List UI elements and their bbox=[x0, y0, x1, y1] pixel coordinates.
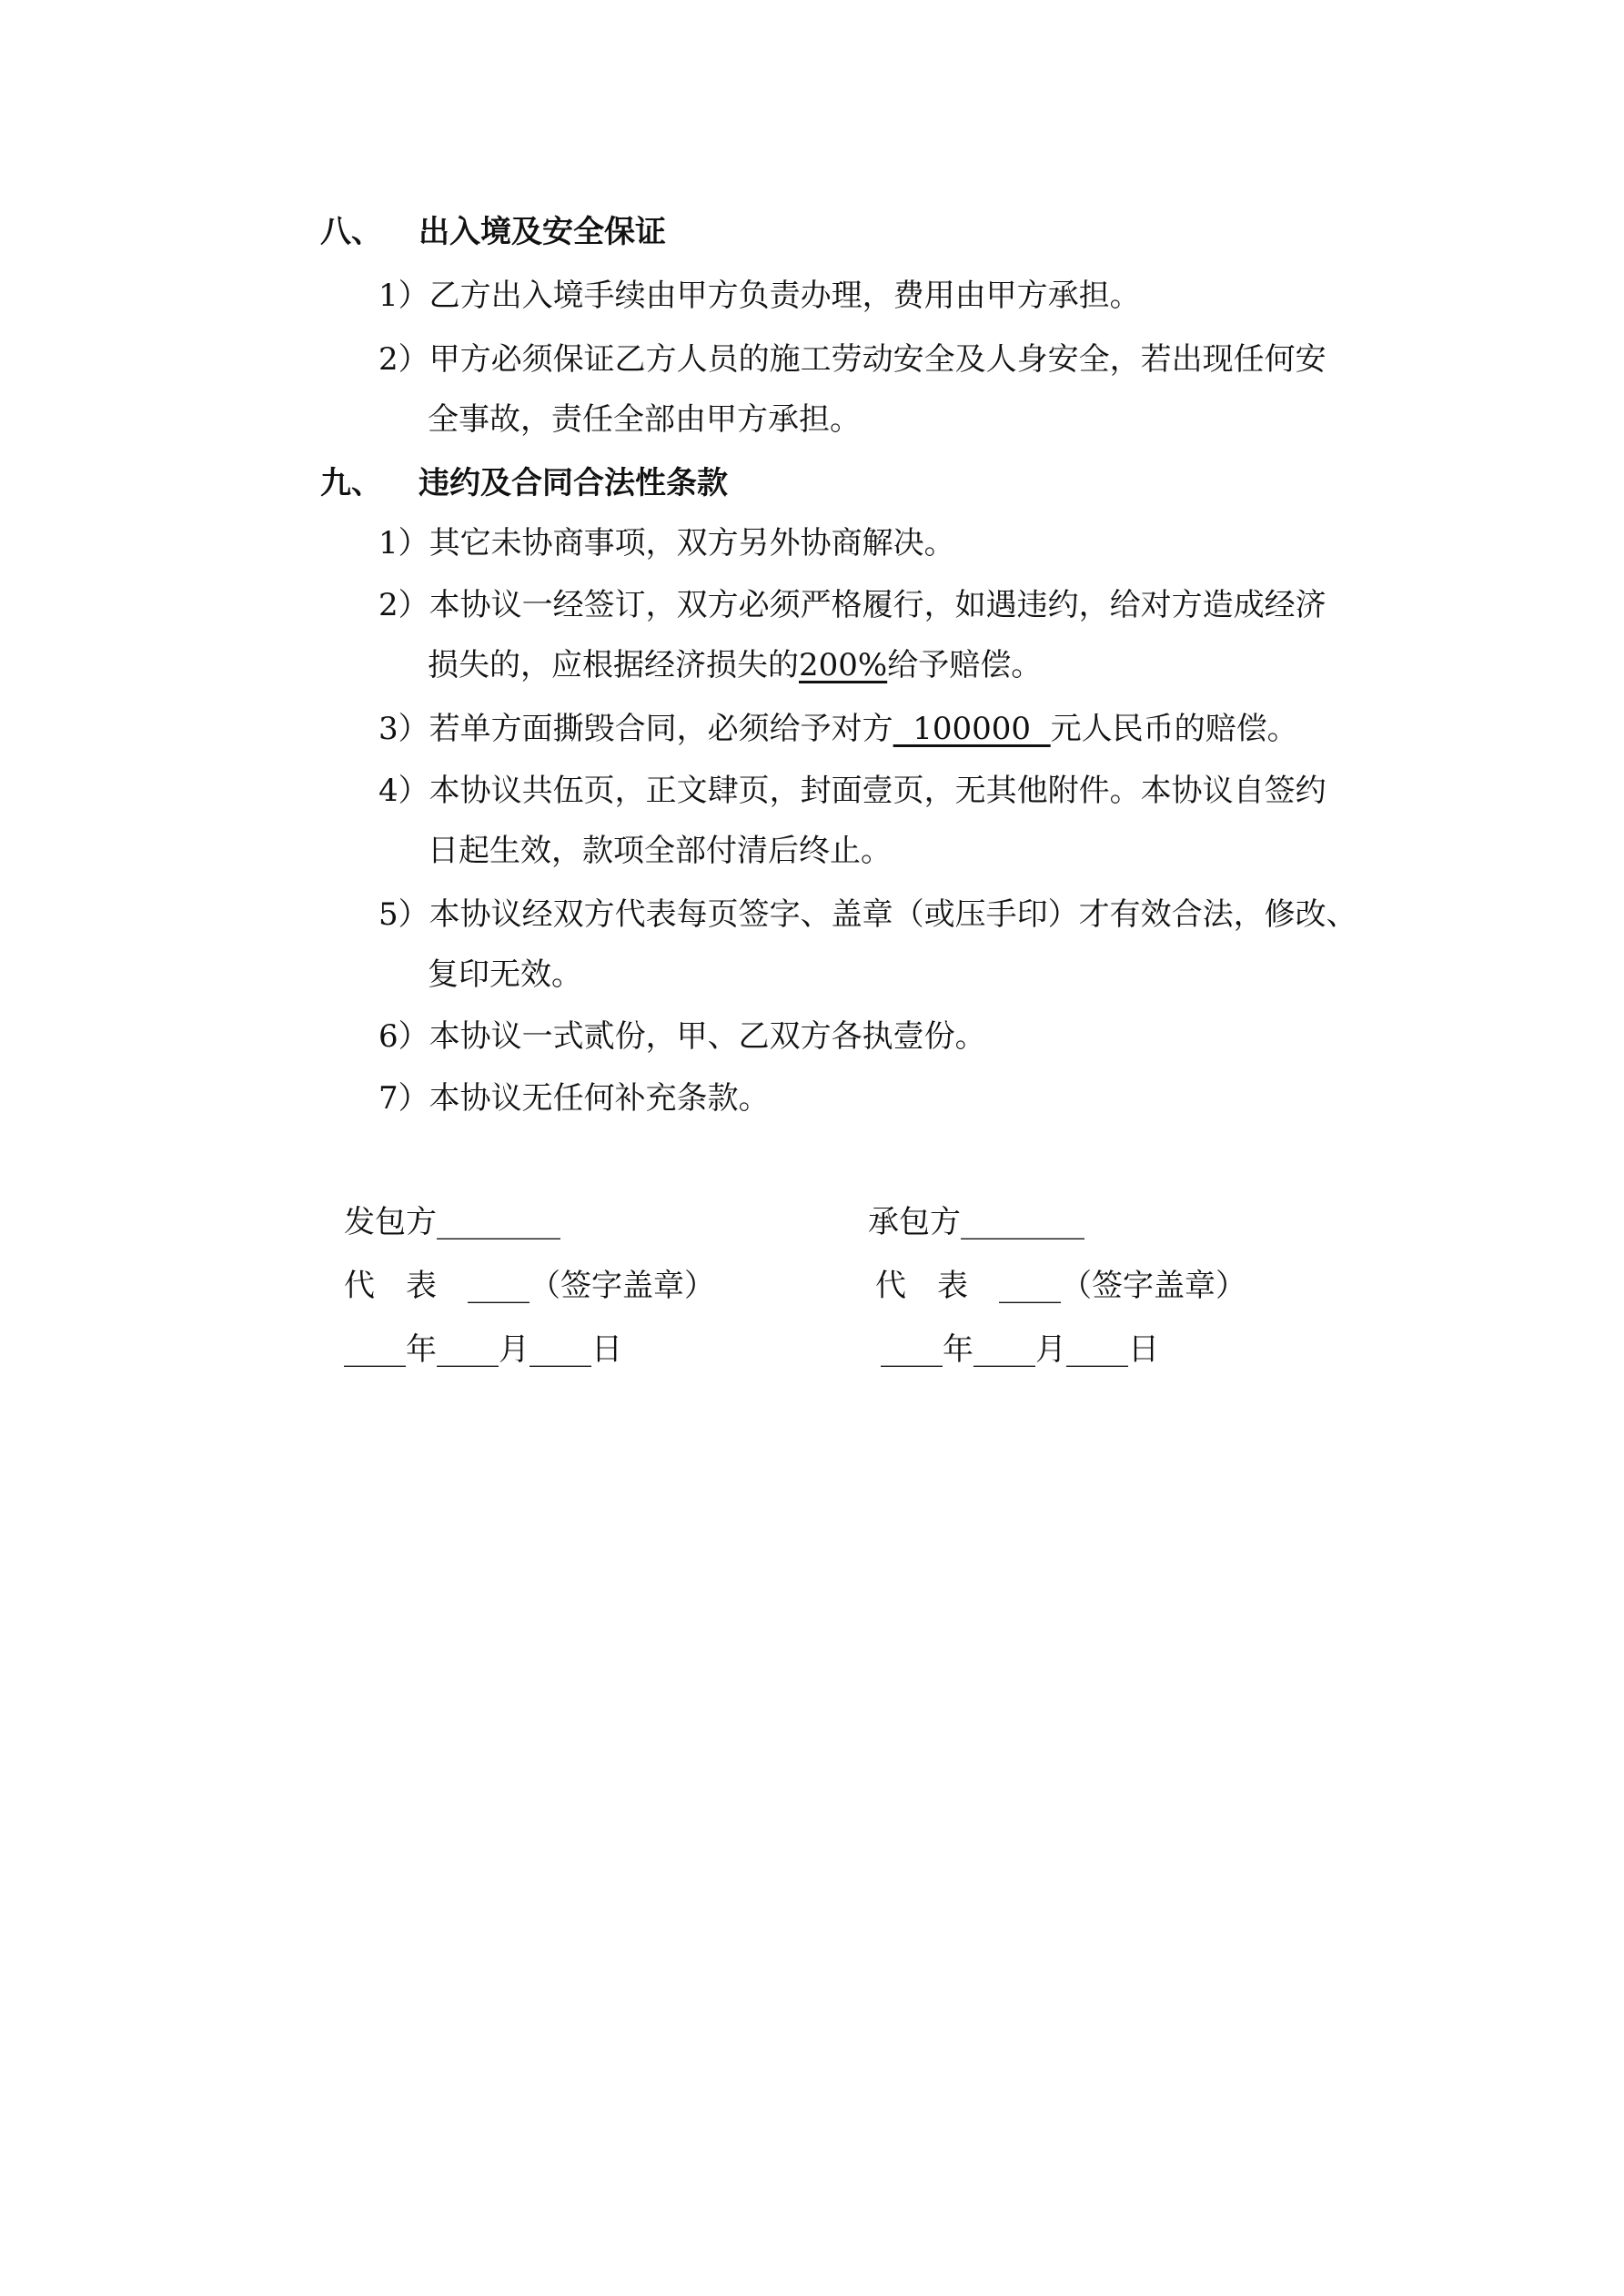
item-number: 6） bbox=[378, 1018, 429, 1055]
item-text: 本协议共伍页，正文肆页，封面壹页，无其他附件。本协议自签约 bbox=[429, 773, 1326, 809]
item-number: 1） bbox=[378, 278, 429, 314]
party-b-label: 承包方________ bbox=[868, 1204, 1084, 1240]
party-a-representative: 代 表 ____（签字盖章） bbox=[344, 1268, 715, 1304]
item-text: 本协议无任何补充条款。 bbox=[429, 1080, 770, 1117]
text-segment: 若单方面撕毁合同，必须给予对方 bbox=[429, 711, 893, 747]
item-text-continued: 全事故，责任全部由甲方承担。 bbox=[428, 401, 861, 438]
list-item bbox=[378, 275, 1141, 317]
item-text: 本协议一式贰份，甲、乙双方各执壹份。 bbox=[429, 1018, 986, 1055]
underlined-value: 100000 bbox=[893, 711, 1051, 747]
list-item bbox=[378, 1077, 770, 1119]
text-segment: 给予赔偿。 bbox=[887, 647, 1043, 683]
list-item bbox=[378, 584, 1326, 626]
party-b-representative: 代 表 ____（签字盖章） bbox=[875, 1268, 1246, 1304]
item-number: 3） bbox=[378, 711, 429, 747]
item-number: 2） bbox=[378, 341, 429, 378]
item-number: 5） bbox=[378, 896, 429, 933]
list-item bbox=[378, 1016, 986, 1057]
item-text: 本协议经双方代表每页签字、盖章（或压手印）才有效合法，修改、 bbox=[429, 896, 1357, 933]
item-number: 7） bbox=[378, 1080, 429, 1117]
party-a-label: 发包方________ bbox=[344, 1204, 560, 1240]
section-title: 出入境及安全保证 bbox=[419, 214, 666, 250]
item-text: 本协议一经签订，双方必须严格履行，如遇违约，给对方造成经济 bbox=[429, 587, 1326, 623]
item-text: 乙方出入境手续由甲方负责办理，费用由甲方承担。 bbox=[429, 278, 1141, 314]
item-number: 4） bbox=[378, 773, 429, 809]
party-b-date: ____年____月____日 bbox=[881, 1331, 1159, 1368]
list-item bbox=[378, 894, 1357, 936]
section-number: 八、 bbox=[320, 214, 382, 250]
section-number: 九、 bbox=[320, 465, 382, 501]
item-text-continued bbox=[428, 644, 1042, 686]
item-text-continued: 日起生效，款项全部付清后终止。 bbox=[428, 833, 892, 869]
list-item bbox=[378, 770, 1326, 812]
underlined-value: 200% bbox=[799, 647, 888, 683]
text-segment: 损失的，应根据经济损失的 bbox=[428, 647, 799, 683]
text-segment: 元人民币的赔偿。 bbox=[1050, 711, 1298, 747]
list-item bbox=[378, 339, 1326, 380]
item-text-continued: 复印无效。 bbox=[428, 956, 582, 993]
item-number: 1） bbox=[378, 525, 429, 561]
item-number: 2） bbox=[378, 587, 429, 623]
list-item bbox=[378, 708, 1298, 750]
section-title: 违约及合同合法性条款 bbox=[419, 465, 728, 501]
party-a-date: ____年____月____日 bbox=[344, 1331, 622, 1368]
item-text: 甲方必须保证乙方人员的施工劳动安全及人身安全，若出现任何安 bbox=[429, 341, 1326, 378]
list-item bbox=[378, 522, 955, 564]
item-text: 其它未协商事项，双方另外协商解决。 bbox=[429, 525, 955, 561]
